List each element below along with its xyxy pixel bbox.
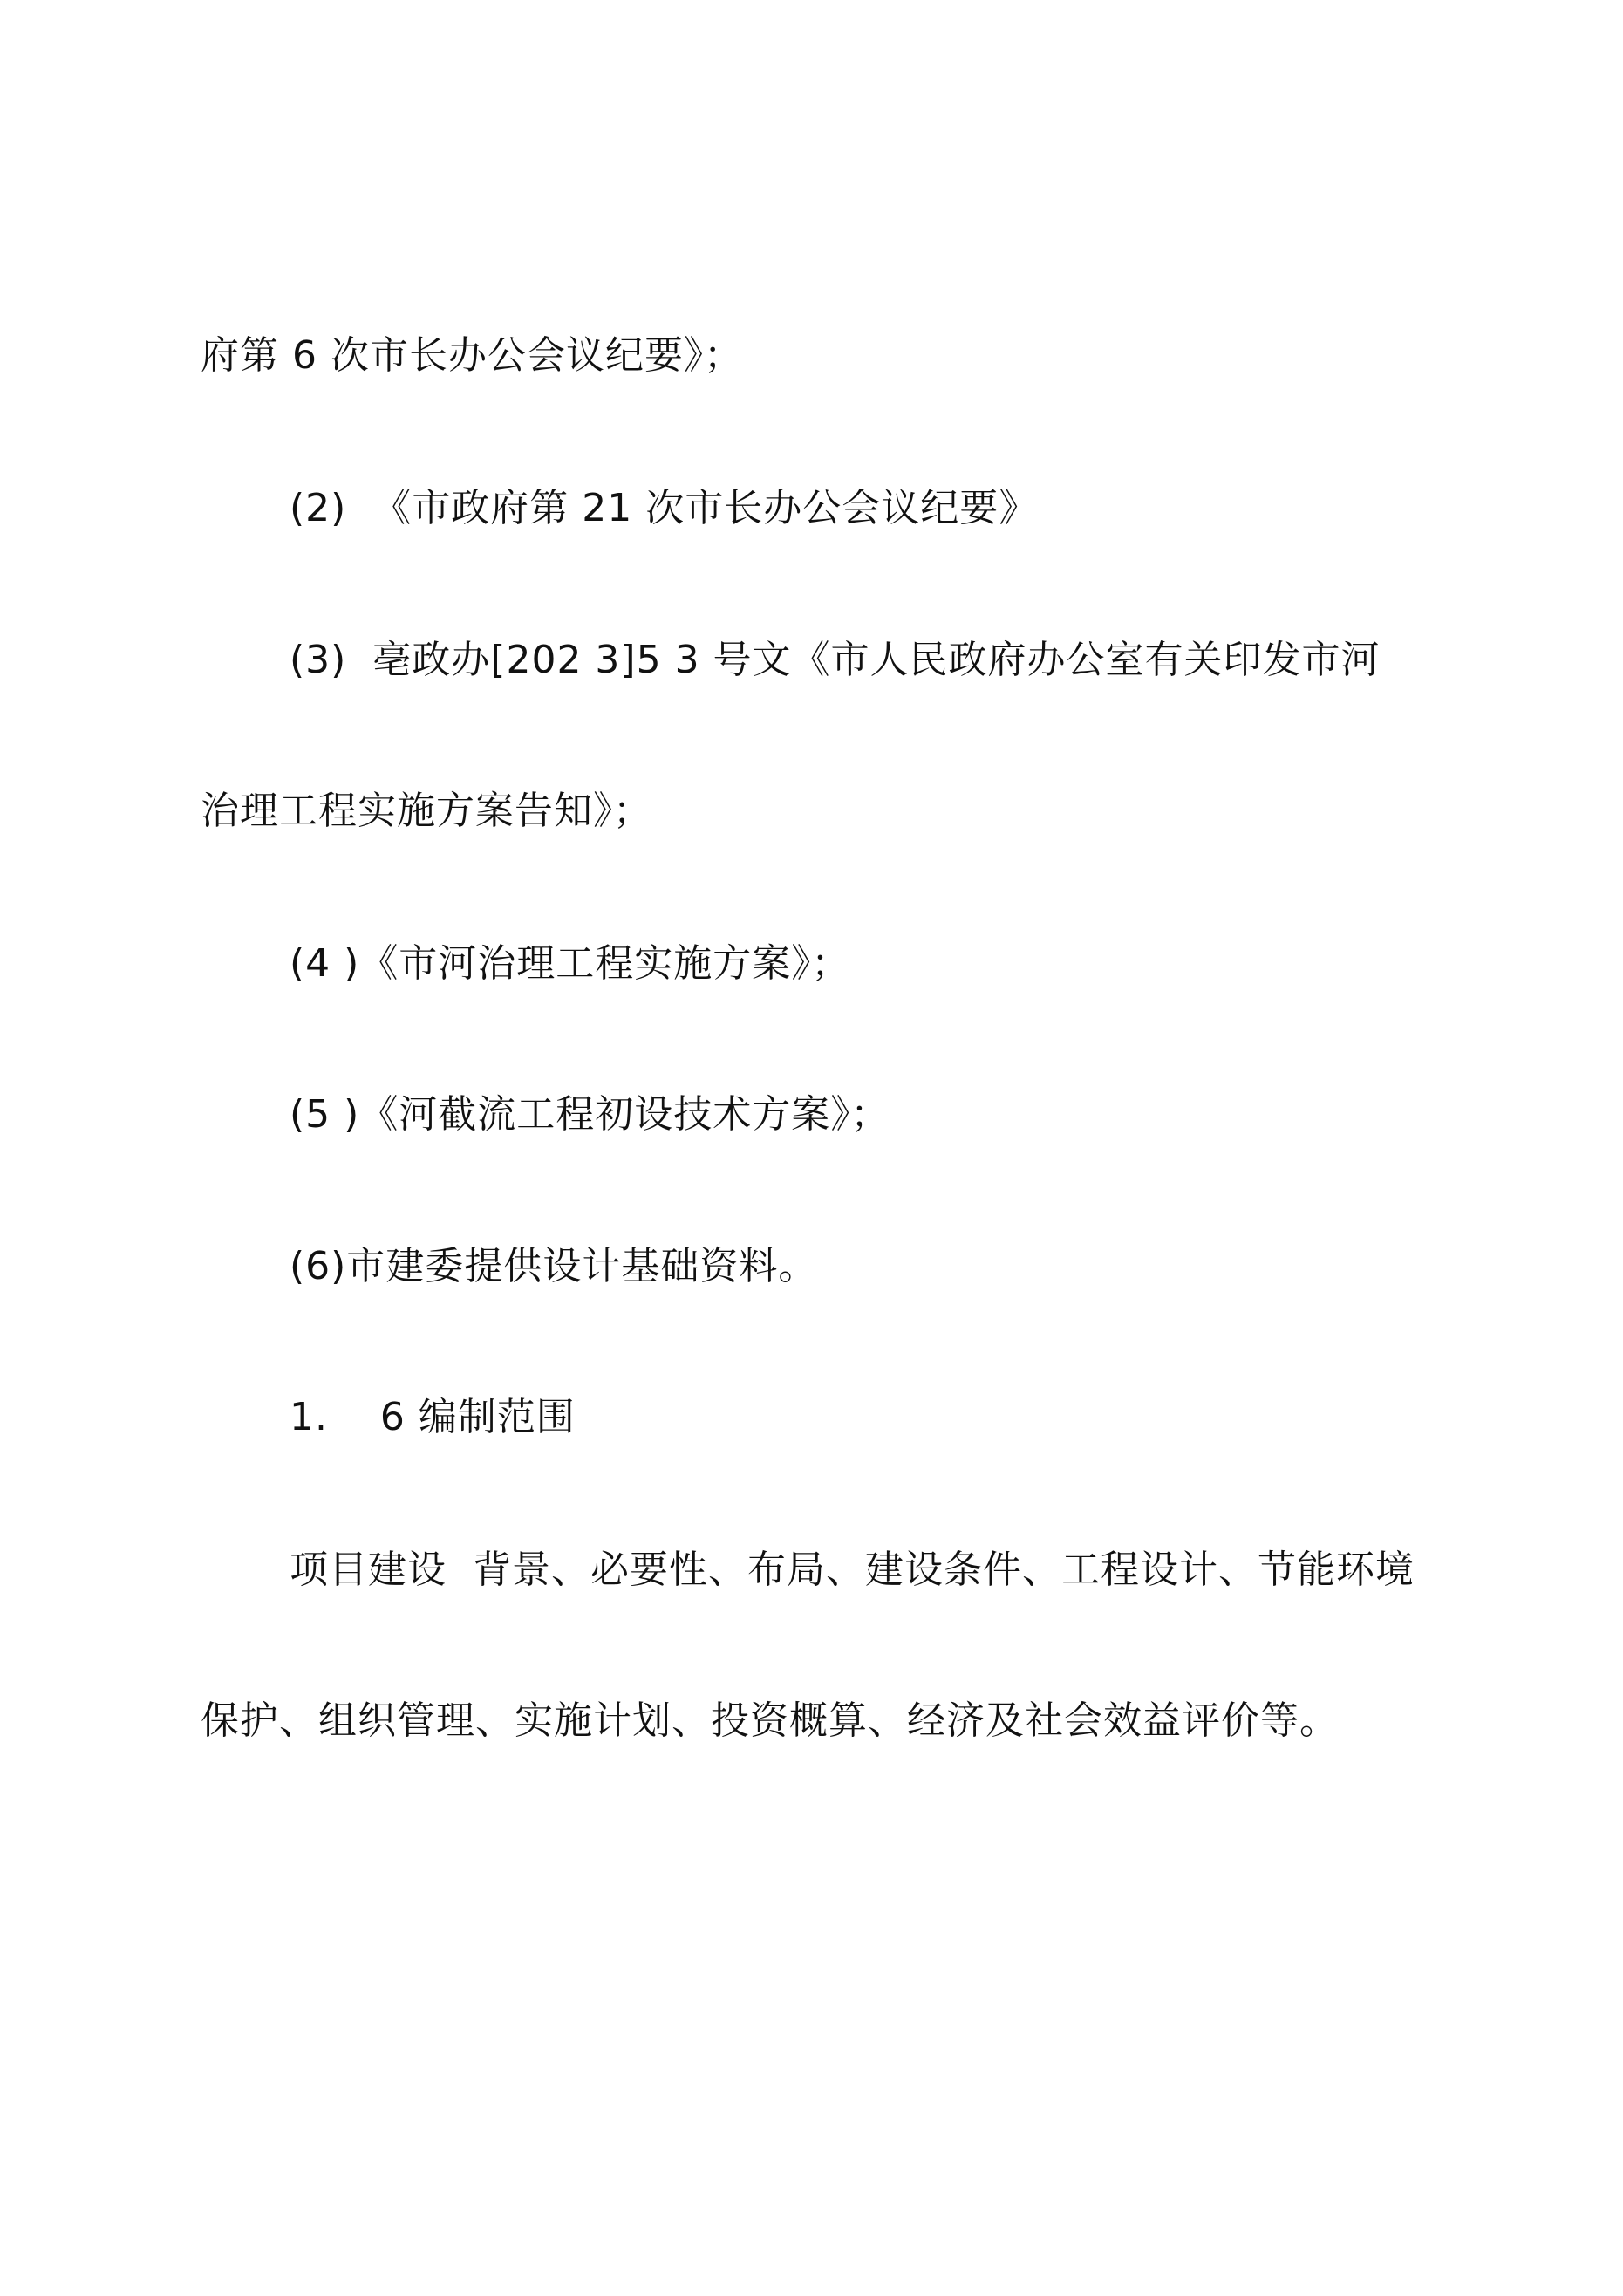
text-line-continuation: 府第 6 次市长办公会议纪要》；: [201, 333, 743, 378]
reference-item-3-continuation: 治理工程实施方案告知》；: [201, 789, 652, 833]
reference-item-2: (2) 《市政府第 21 次市长办公会议纪要》: [290, 486, 1039, 530]
section-heading: 1. 6 编制范围: [290, 1395, 576, 1439]
scope-paragraph-line-1: 项目建设 背景、必要性、布局、建设条件、工程设计、节能环境: [290, 1548, 1415, 1592]
reference-item-5: (5 )《河截流工程初设技术方案》；: [290, 1092, 890, 1137]
scope-paragraph-line-2: 保护、组织管理、实施计划、投资概算、经济及社会效益评价等。: [201, 1698, 1339, 1743]
reference-item-6: (6)市建委提供设计基础资料。: [290, 1244, 818, 1288]
reference-item-4: (4 )《市河治理工程实施方案》；: [290, 941, 851, 986]
reference-item-3: (3) 亳政办[202 3]5 3 号文《市人民政府办公室有关印发市河: [290, 638, 1381, 682]
